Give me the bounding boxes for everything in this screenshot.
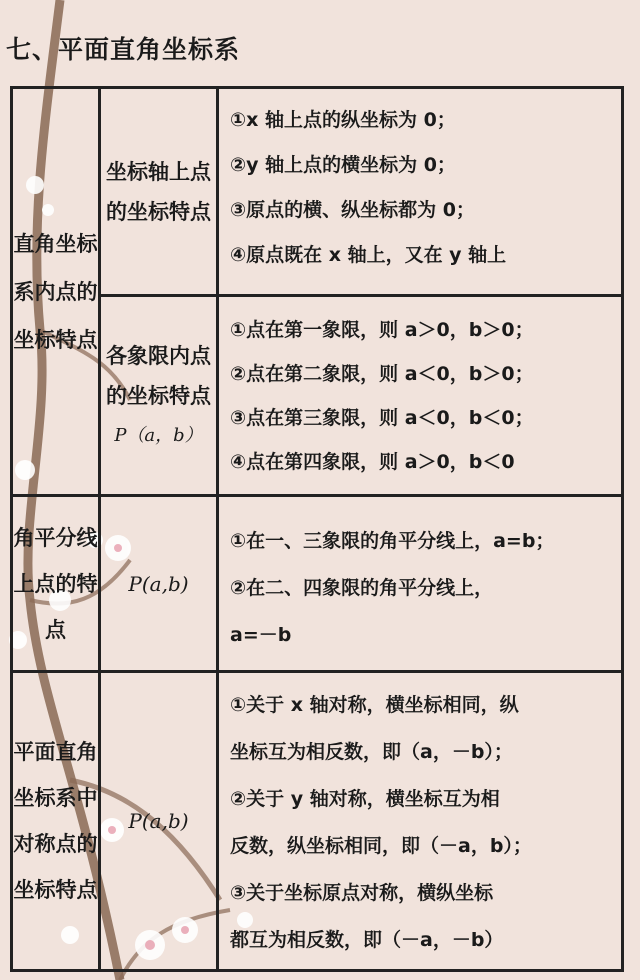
list-item: 都互为相反数，即（－a，－b）: [230, 929, 504, 951]
bisector-formula-cell: [101, 497, 216, 670]
point-formula: P（a，b）: [114, 424, 203, 446]
list-item: 坐标互为相反数，即（a，－b）；: [230, 741, 513, 763]
list-item: 反数，纵坐标相同，即（－a，b）；: [230, 835, 532, 857]
subsection-label-text: 坐标轴上点的坐标特点: [106, 159, 211, 224]
list-item: ③点在第三象限，则 a＜0，b＜0；: [230, 407, 534, 429]
list-item: ②点在第二象限，则 a＜0，b＞0；: [230, 363, 534, 385]
list-item: ①x 轴上点的纵坐标为 0；: [230, 109, 456, 131]
section-title: 七、平面直角坐标系: [6, 35, 241, 64]
symmetric-formula-cell: [101, 673, 216, 969]
list-item: ①关于 x 轴对称，横坐标相同，纵: [230, 694, 519, 716]
point-formula: P(a,b): [128, 809, 189, 833]
list-item: ②关于 y 轴对称，横坐标互为相: [230, 788, 500, 810]
point-formula: P(a,b): [128, 571, 189, 596]
section-label-text: 直角坐标系内点的坐标特点: [13, 231, 98, 352]
table-divider: [216, 86, 219, 972]
section-label-coordinate-features: [13, 89, 98, 494]
list-item: ①在一、三象限的角平分线上，a=b；: [230, 530, 555, 552]
bisector-content: [230, 518, 620, 659]
section-label-symmetric-points: [13, 673, 98, 969]
axis-points-content: [230, 98, 620, 278]
list-item: ③原点的横、纵坐标都为 0；: [230, 199, 475, 221]
list-item: ②在二、四象限的角平分线上，: [230, 577, 494, 599]
list-item: ③关于坐标原点对称，横纵坐标: [230, 882, 494, 904]
subsection-label-text: 各象限内点的坐标特点: [106, 343, 211, 408]
section-label-text: 角平分线上点的特点: [13, 525, 98, 642]
subsection-label-quadrant-points: [101, 297, 216, 494]
symmetric-content: [230, 682, 620, 964]
list-item: ①点在第一象限，则 a＞0，b＞0；: [230, 319, 534, 341]
section-label-bisector-points: [13, 497, 98, 670]
list-item: ②y 轴上点的横坐标为 0；: [230, 154, 456, 176]
section-label-text: 平面直角坐标系中对称点的坐标特点: [13, 740, 98, 902]
quadrant-points-content: [230, 308, 620, 484]
list-item: ④原点既在 x 轴上，又在 y 轴上: [230, 244, 507, 266]
list-item: a=－b: [230, 624, 292, 646]
subsection-label-axis-points: [101, 89, 216, 294]
list-item: ④点在第四象限，则 a＞0，b＜0: [230, 451, 515, 473]
